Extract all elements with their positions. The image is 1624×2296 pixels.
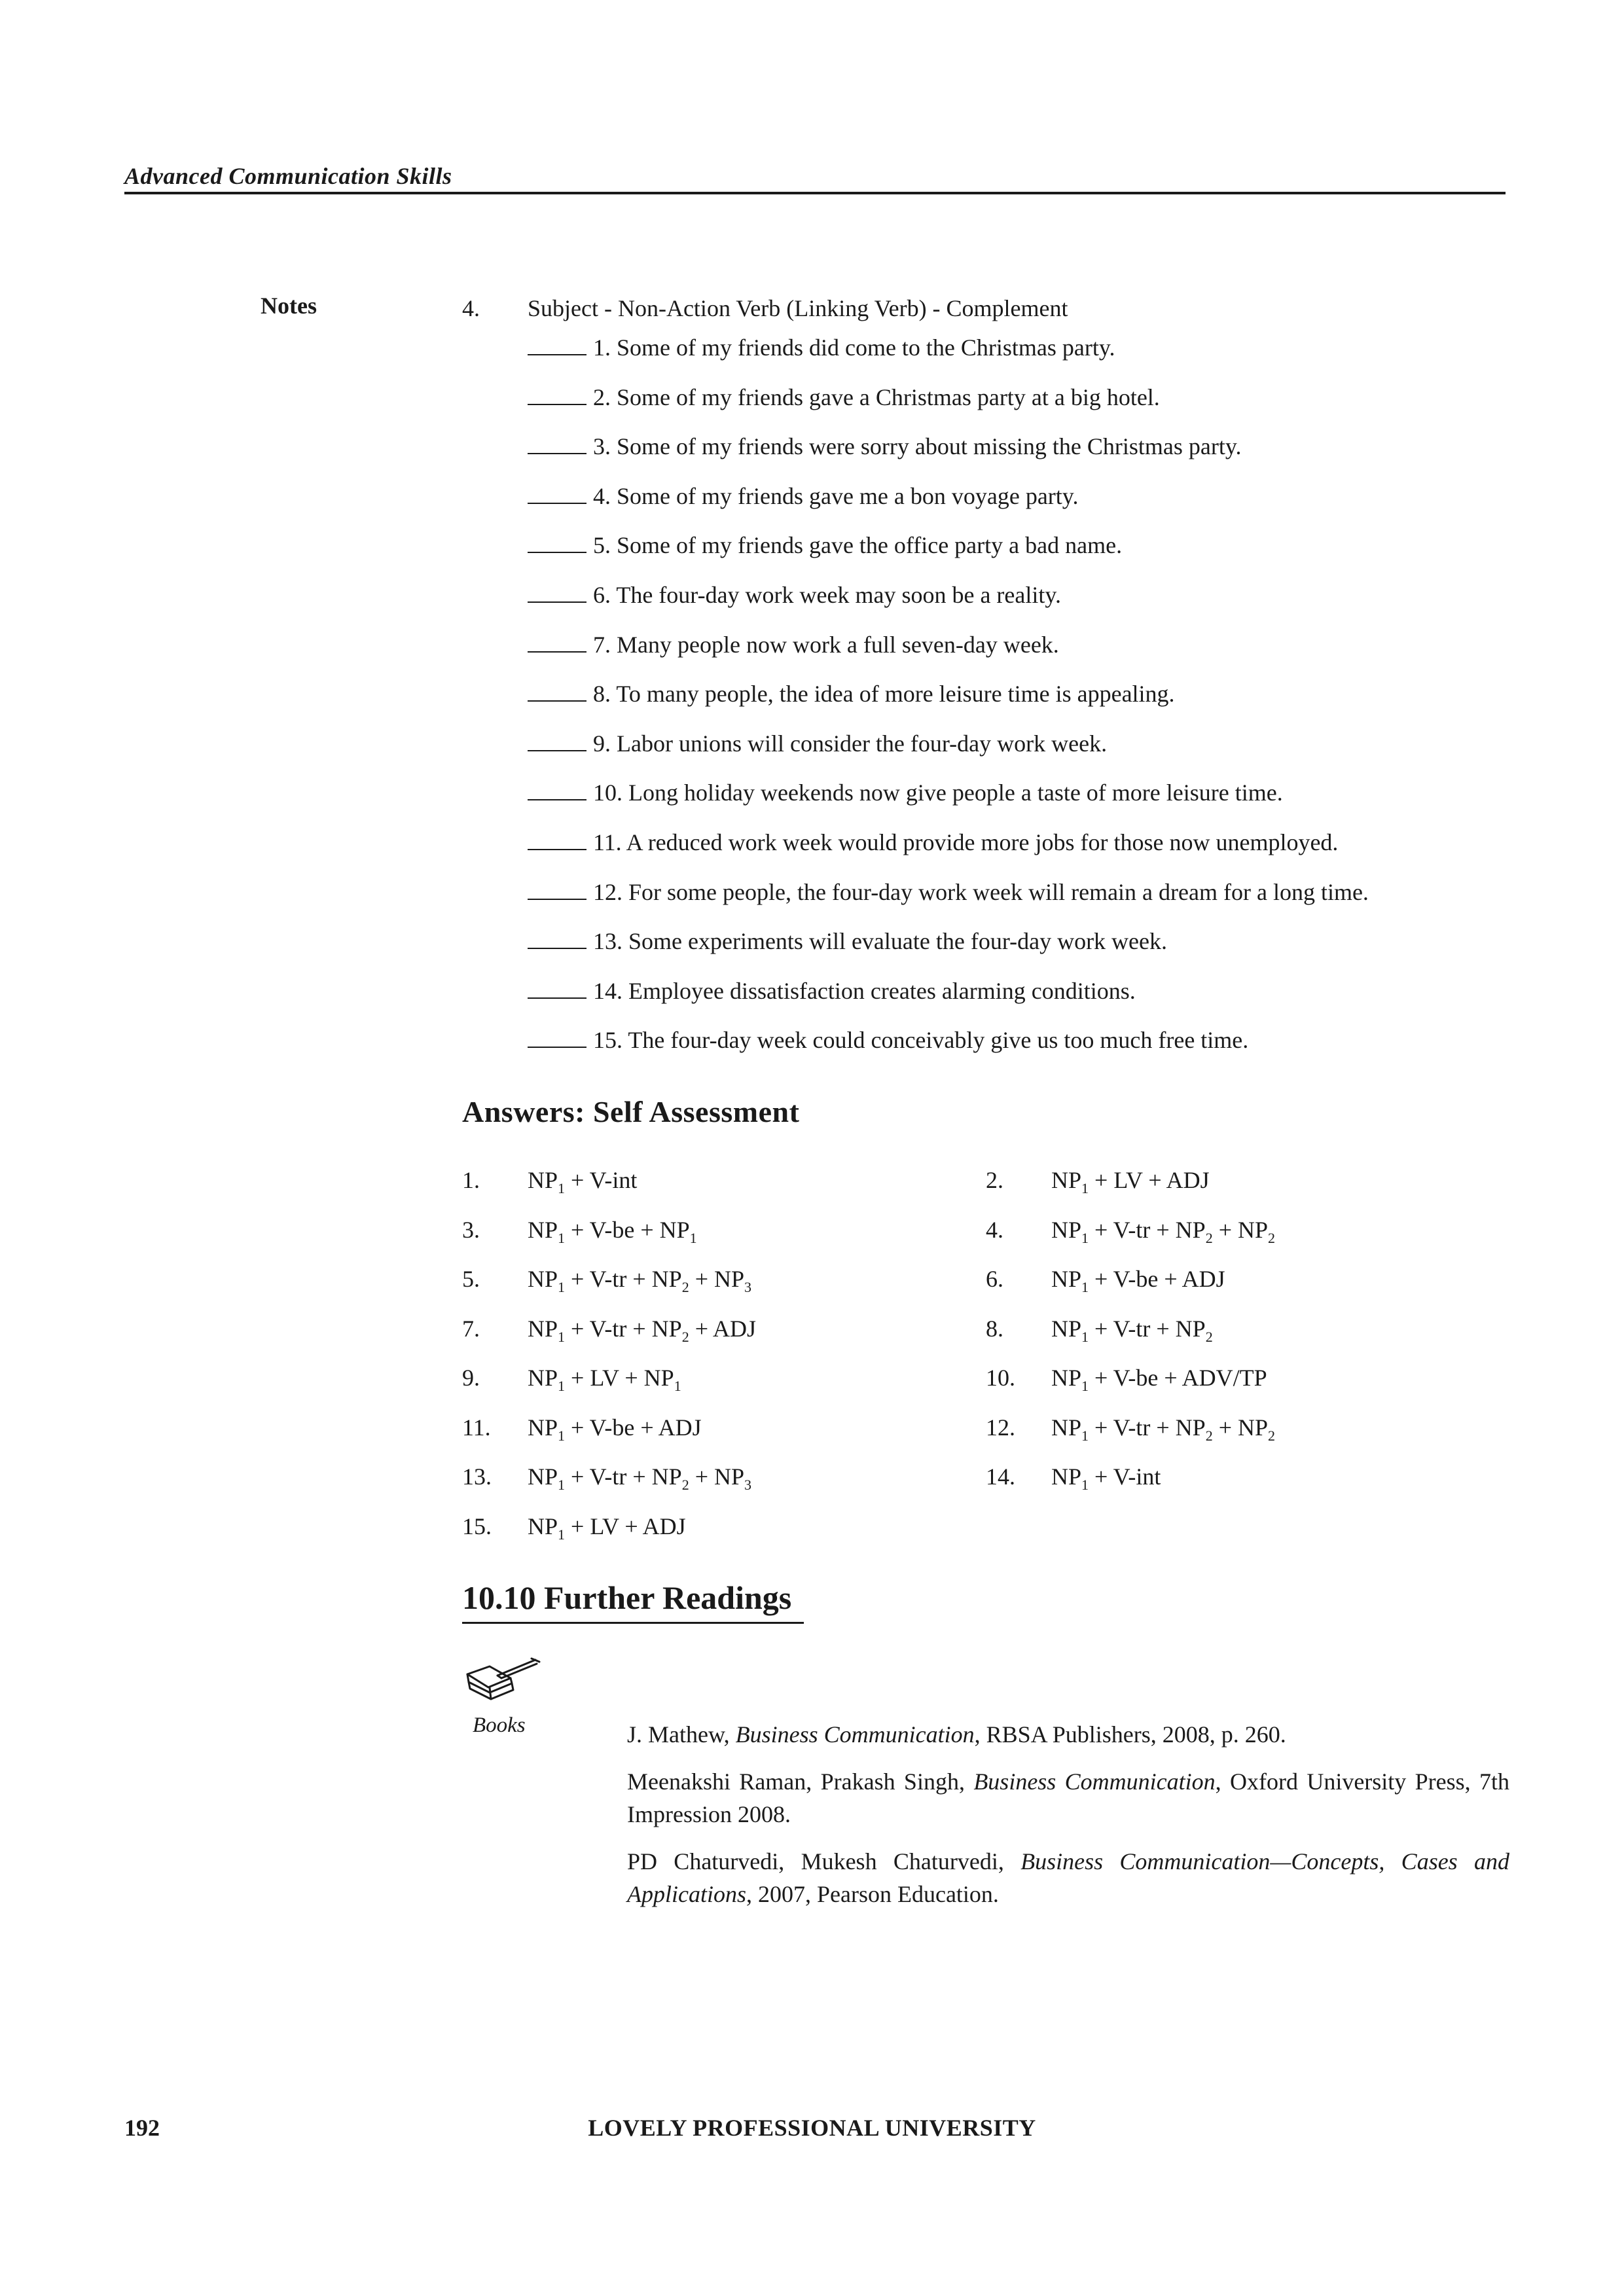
formula-part: + LV + NP (565, 1365, 674, 1391)
formula-part: NP (1051, 1414, 1082, 1441)
exercise-item (528, 878, 1509, 928)
answer-blank (528, 582, 586, 603)
answer-number: 9. (462, 1365, 480, 1391)
item-heading-row (462, 295, 1509, 334)
exercise-text: 10. Long holiday weekends now give people a taste of more leisure time. (593, 780, 1283, 806)
formula-part: + V-be + ADJ (565, 1414, 702, 1441)
exercise-section (462, 295, 1509, 1076)
answer-blank (528, 829, 586, 850)
answer-formula (1051, 1364, 1267, 1414)
formula-subscript: 3 (744, 1279, 752, 1295)
exercise-item (528, 482, 1509, 532)
further-readings-underline (462, 1622, 804, 1624)
reference-entry (627, 1845, 1509, 1910)
answers-row (462, 1513, 1509, 1562)
answer-number: 6. (986, 1266, 1003, 1292)
answer-formula (528, 1364, 681, 1414)
formula-part: + V-int (565, 1167, 638, 1193)
answer-item (462, 1216, 986, 1266)
answer-blank (528, 1027, 586, 1048)
formula-part: NP (1051, 1315, 1082, 1342)
formula-part: + NP (689, 1463, 745, 1490)
answer-item (462, 1513, 989, 1562)
exercise-text: 5. Some of my friends gave the office party a bad name. (593, 532, 1123, 559)
formula-part: + V-tr + NP (565, 1266, 682, 1292)
books-pen-icon (463, 1656, 541, 1715)
answer-blank (528, 532, 586, 553)
answer-blank (528, 334, 586, 355)
formula-subscript: 1 (558, 1378, 566, 1394)
answer-blank (528, 879, 586, 900)
formula-subscript: 1 (558, 1279, 566, 1295)
exercise-item (528, 334, 1509, 384)
answer-item (986, 1315, 1509, 1365)
exercise-text: 13. Some experiments will evaluate the four-day work week. (593, 928, 1168, 955)
answers-row (462, 1265, 1509, 1315)
answer-blank (528, 632, 586, 653)
formula-subscript: 2 (681, 1477, 689, 1493)
exercise-text: 6. The four-day work week may soon be a reality. (593, 581, 1062, 608)
formula-subscript: 2 (1205, 1229, 1213, 1246)
answers-heading: Answers: Self Assessment (462, 1095, 800, 1128)
formula-part: NP (1051, 1216, 1082, 1243)
answer-number: 3. (462, 1216, 480, 1243)
reference-text: J. Mathew, (627, 1721, 736, 1748)
page-number: 192 (124, 2115, 160, 2141)
exercise-item (528, 977, 1509, 1027)
answer-formula (528, 1463, 751, 1513)
books-icon-caption: Books (473, 1713, 526, 1737)
formula-part: NP (1051, 1266, 1082, 1292)
exercise-text: 15. The four-day week could conceivably give us too much free time. (593, 1027, 1249, 1054)
formula-subscript: 1 (558, 1328, 566, 1345)
formula-part: + V-be + NP (565, 1216, 690, 1243)
formula-part: + NP (1212, 1414, 1269, 1441)
formula-part: + V-be + ADV/TP (1089, 1365, 1267, 1391)
formula-subscript: 1 (1081, 1378, 1089, 1394)
answer-formula (1051, 1265, 1225, 1315)
formula-part: + NP (689, 1266, 745, 1292)
exercise-item (528, 581, 1509, 631)
reference-text: , RBSA Publishers, 2008, p. 260. (974, 1721, 1286, 1748)
answer-item (986, 1166, 1509, 1216)
answer-number: 13. (462, 1463, 492, 1490)
answer-formula (528, 1216, 697, 1266)
formula-subscript: 1 (689, 1229, 697, 1246)
reference-text: PD Chaturvedi, Mukesh Chaturvedi, (627, 1848, 1021, 1874)
exercise-item (528, 927, 1509, 977)
formula-subscript: 2 (681, 1328, 689, 1345)
answer-number: 4. (986, 1216, 1003, 1243)
formula-part: NP (528, 1414, 558, 1441)
formula-subscript: 1 (1081, 1279, 1089, 1295)
formula-part: NP (1051, 1365, 1082, 1391)
answer-formula (528, 1265, 751, 1315)
answers-row (462, 1166, 1509, 1216)
exercise-text: 14. Employee dissatisfaction creates alarming conditions. (593, 977, 1136, 1004)
exercise-item (528, 631, 1509, 681)
answer-item (462, 1414, 986, 1463)
reference-text: Meenakshi Raman, Prakash Singh, (627, 1768, 974, 1795)
answer-formula (1051, 1463, 1161, 1513)
exercise-item (528, 829, 1509, 878)
formula-subscript: 1 (1081, 1180, 1089, 1196)
answer-item (462, 1166, 986, 1216)
reference-title: Business Communication (735, 1721, 975, 1748)
answers-row (462, 1315, 1509, 1365)
answer-item (986, 1364, 1509, 1414)
answer-formula (528, 1414, 702, 1463)
answer-blank (528, 928, 586, 949)
answer-item (462, 1265, 986, 1315)
answer-blank (528, 384, 586, 405)
formula-subscript: 1 (1081, 1477, 1089, 1493)
formula-part: + V-tr + NP (1089, 1216, 1206, 1243)
reference-entry (627, 1765, 1509, 1831)
exercise-text: 1. Some of my friends did come to the Christmas party. (593, 334, 1115, 361)
answer-item (986, 1265, 1509, 1315)
exercise-item (528, 680, 1509, 730)
formula-part: NP (1051, 1463, 1082, 1490)
formula-subscript: 1 (1081, 1427, 1089, 1444)
answers-row (462, 1463, 1509, 1513)
answer-formula (1051, 1315, 1213, 1365)
formula-part: NP (1051, 1167, 1082, 1193)
formula-part: NP (528, 1315, 558, 1342)
formula-subscript: 1 (558, 1477, 566, 1493)
formula-subscript: 1 (674, 1378, 681, 1394)
exercise-text: 8. To many people, the idea of more leisure time is appealing. (593, 681, 1175, 708)
exercise-item (528, 531, 1509, 581)
item-heading: Subject - Non-Action Verb (Linking Verb) - Complement (528, 295, 1068, 321)
header-rule (124, 192, 1506, 194)
formula-part: NP (528, 1216, 558, 1243)
exercise-item (528, 1026, 1509, 1076)
answer-formula (1051, 1166, 1210, 1216)
formula-subscript: 1 (558, 1180, 566, 1196)
exercise-text: 9. Labor unions will consider the four-day work week. (593, 730, 1108, 757)
formula-part: + V-tr + NP (565, 1463, 682, 1490)
answer-blank (528, 483, 586, 504)
formula-subscript: 2 (1205, 1427, 1213, 1444)
answer-formula (528, 1166, 637, 1216)
answer-number: 14. (986, 1463, 1015, 1490)
reference-title: Business Communication (973, 1768, 1216, 1795)
formula-subscript: 2 (1205, 1328, 1213, 1345)
exercise-text: 2. Some of my friends gave a Christmas party at a big hotel. (593, 384, 1160, 410)
reference-title: Business Communication—Concepts, Cases and Applications (627, 1848, 1509, 1907)
formula-subscript: 3 (744, 1477, 752, 1493)
answer-item (986, 1414, 1509, 1463)
answer-blank (528, 433, 586, 454)
formula-subscript: 1 (1081, 1328, 1089, 1345)
answers-row (462, 1364, 1509, 1414)
formula-subscript: 2 (1268, 1427, 1276, 1444)
formula-part: + V-int (1089, 1463, 1161, 1490)
answer-formula (1051, 1414, 1275, 1463)
answer-number: 8. (986, 1315, 1003, 1342)
answer-item (462, 1463, 986, 1513)
answer-formula (528, 1315, 756, 1365)
answer-item (986, 1463, 1509, 1513)
exercise-item (528, 433, 1509, 482)
answer-number: 7. (462, 1315, 480, 1342)
exercise-list (462, 334, 1509, 1076)
answer-item (462, 1315, 986, 1365)
formula-part: + V-tr + NP (565, 1315, 682, 1342)
formula-subscript: 2 (681, 1279, 689, 1295)
reference-text: , Oxford University Press, 7th Impression 2008. (627, 1768, 1509, 1827)
answers-grid (462, 1166, 1509, 1562)
answers-row (462, 1216, 1509, 1266)
answer-number: 2. (986, 1167, 1003, 1193)
formula-part: NP (528, 1463, 558, 1490)
margin-notes-label: Notes (261, 293, 317, 319)
answers-row (462, 1414, 1509, 1463)
further-readings-heading: 10.10 Further Readings (462, 1579, 792, 1616)
running-head-title: Advanced Communication Skills (124, 163, 452, 189)
exercise-text: 7. Many people now work a full seven-day week. (593, 631, 1059, 658)
formula-part: + ADJ (689, 1315, 757, 1342)
formula-subscript: 1 (558, 1229, 566, 1246)
exercise-text: 4. Some of my friends gave me a bon voyage party. (593, 482, 1079, 509)
exercise-item (528, 384, 1509, 433)
answer-number: 11. (462, 1414, 491, 1441)
reference-text: , 2007, Pearson Education. (746, 1881, 999, 1907)
formula-part: + V-tr + NP (1089, 1414, 1206, 1441)
formula-part: + V-tr + NP (1089, 1315, 1206, 1342)
exercise-text: 3. Some of my friends were sorry about missing the Christmas party. (593, 433, 1242, 460)
exercise-item (528, 730, 1509, 780)
formula-part: + LV + ADJ (1089, 1167, 1210, 1193)
formula-part: NP (528, 1167, 558, 1193)
answer-number: 12. (986, 1414, 1015, 1441)
formula-subscript: 1 (558, 1427, 566, 1444)
answer-formula (1051, 1216, 1275, 1266)
formula-part: NP (528, 1513, 558, 1539)
answer-blank (528, 978, 586, 999)
formula-part: + LV + ADJ (565, 1513, 686, 1539)
item-number: 4. (462, 295, 480, 321)
answer-blank (528, 681, 586, 702)
formula-subscript: 1 (1081, 1229, 1089, 1246)
answer-blank (528, 730, 586, 751)
answer-item (986, 1216, 1509, 1266)
formula-part: + V-be + ADJ (1089, 1266, 1225, 1292)
formula-subscript: 2 (1268, 1229, 1276, 1246)
reference-list (627, 1718, 1509, 1925)
formula-part: NP (528, 1365, 558, 1391)
answer-number: 5. (462, 1266, 480, 1292)
answer-blank (528, 780, 586, 800)
exercise-item (528, 779, 1509, 829)
answer-formula (528, 1513, 686, 1562)
reference-entry (627, 1718, 1509, 1751)
formula-subscript: 1 (558, 1526, 566, 1543)
formula-part: NP (528, 1266, 558, 1292)
answer-item (462, 1364, 986, 1414)
formula-part: + NP (1212, 1216, 1269, 1243)
exercise-text: 12. For some people, the four-day work week will remain a dream for a long time. (593, 878, 1369, 905)
answer-number: 15. (462, 1513, 492, 1539)
answer-number: 1. (462, 1167, 480, 1193)
answer-number: 10. (986, 1365, 1015, 1391)
exercise-text: 11. A reduced work week would provide more jobs for those now unemployed. (593, 829, 1339, 855)
footer-publisher: LOVELY PROFESSIONAL UNIVERSITY (588, 2115, 1036, 2141)
